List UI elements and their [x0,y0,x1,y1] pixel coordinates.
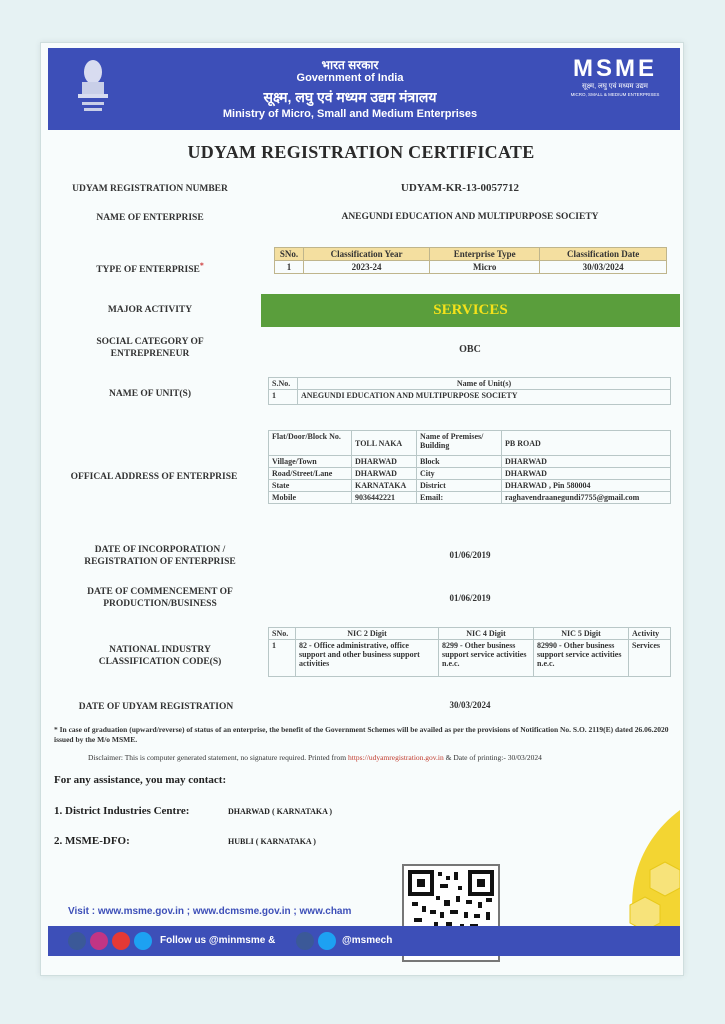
table-cell: 82990 - Other business support service activities n.e.c. [534,640,629,677]
table-cell: 30/03/2024 [540,261,667,274]
address-table [268,430,671,504]
units-label: NAME OF UNIT(S) [109,389,191,399]
table-header: Classification Date [540,248,667,261]
type-label [60,260,240,276]
table-cell: DHARWAD [352,456,417,468]
social-label-1: SOCIAL CATEGORY OF [96,337,204,347]
enterprise-name-value: ANEGUNDI EDUCATION AND MULTIPURPOSE SOCIETY [341,212,599,222]
hindi-ministry-text: सूक्ष्म, लघु एवं मध्यम उद्यम मंत्रालय [263,89,437,105]
email-link[interactable]: raghavendraanegundi7755@gmail.com [502,492,671,504]
table-header-row [269,628,671,640]
table-header: Classification Year [304,248,430,261]
disclaimer-link[interactable]: https://udyamregistration.gov.in [348,753,444,762]
major-activity-value: SERVICES [261,294,680,327]
table-cell: 9036442221 [352,492,417,504]
table-row [269,480,671,492]
table-cell: 8299 - Other business support service activities n.e.c. [439,640,534,677]
table-header: Enterprise Type [430,248,540,261]
table-cell: Micro [430,261,540,274]
table-header: S.No. [269,378,298,390]
commencement-label-1: DATE OF COMMENCEMENT OF [87,587,233,597]
follow-text: Follow us @minmsme & [160,935,276,946]
msme-logo [565,56,665,104]
commencement-value: 01/06/2019 [449,593,491,603]
table-row [269,492,671,504]
instagram-icon[interactable] [90,932,108,950]
table-cell: DHARWAD [502,468,671,480]
units-table [268,377,671,405]
table-cell: ANEGUNDI EDUCATION AND MULTIPURPOSE SOCIETY [298,390,671,405]
social-value: OBC [459,344,481,355]
social-label-2: ENTREPRENEUR [110,349,190,359]
table-header-row [269,378,671,390]
table-header: NIC 2 Digit [296,628,439,640]
table-cell: Email: [417,492,502,504]
table-cell: City [417,468,502,480]
facebook-icon[interactable] [296,932,314,950]
disclaimer-post: & Date of printing:- 30/03/2024 [445,753,542,762]
udyam-date-value: 30/03/2024 [449,700,491,710]
table-cell: 2023-24 [304,261,430,274]
disclaimer [88,753,678,762]
table-cell: Name of Premises/ Building [417,431,502,456]
table-cell: DHARWAD [352,468,417,480]
table-row [269,468,671,480]
table-header-row [275,248,667,261]
follow-text-2: @msmech [342,935,393,946]
table-cell: 1 [269,640,296,677]
assistance-heading: For any assistance, you may contact: [54,774,227,786]
classification-table [274,247,667,274]
type-label-text: TYPE OF ENTERPRISE [96,265,200,276]
commencement-label-2: PRODUCTION/BUSINESS [103,599,217,609]
incorporation-label-2: REGISTRATION OF ENTERPRISE [84,557,236,567]
table-header: NIC 5 Digit [534,628,629,640]
graduation-note: * In case of graduation (upward/reverse) of status of an enterprise, the benefit of the Government Schemes will be availed as per the provisions of Notification No. S.O. 2119(E) dated 26.06.2020 issued by the M/o MSME. [54,725,669,744]
social-icons [68,932,152,955]
table-cell: State [269,480,352,492]
address-label: OFFICAL ADDRESS OF ENTERPRISE [70,472,238,482]
table-cell: DHARWAD [502,456,671,468]
youtube-icon[interactable] [112,932,130,950]
nic-label-2: CLASSIFICATION CODE(S) [98,657,222,667]
reg-number-label: UDYAM REGISTRATION NUMBER [72,184,228,194]
incorporation-label-1: DATE OF INCORPORATION / [94,545,226,555]
udyam-date-label: DATE OF UDYAM REGISTRATION [78,702,234,712]
msme-logo-hindi: सूक्ष्म, लघु एवं मध्यम उद्यम [582,83,648,90]
table-cell: 1 [269,390,298,405]
table-cell: DHARWAD , Pin 580004 [502,480,671,492]
table-header: SNo. [275,248,304,261]
table-row [269,456,671,468]
table-cell: Flat/Door/Block No. [269,431,352,456]
gov-text: Government of India [296,72,404,84]
enterprise-name-label: NAME OF ENTERPRISE [96,213,204,223]
table-cell: Road/Street/Lane [269,468,352,480]
contact2-value: HUBLI ( KARNATAKA ) [228,837,316,846]
contact1-label: 1. District Industries Centre: [54,805,190,817]
msme-logo-sub: MICRO, SMALL & MEDIUM ENTERPRISES [570,92,660,97]
certificate-title: UDYAM REGISTRATION CERTIFICATE [187,142,535,162]
table-row [275,261,667,274]
contact2-label: 2. MSME-DFO: [54,835,130,847]
table-row [269,640,671,677]
twitter-icon[interactable] [318,932,336,950]
table-header: NIC 4 Digit [439,628,534,640]
twitter-icon[interactable] [134,932,152,950]
social-icons-2 [296,932,336,955]
reg-number-value: UDYAM-KR-13-0057712 [400,182,520,194]
table-row [269,390,671,405]
table-row [269,431,671,456]
table-header: Activity [629,628,671,640]
incorporation-value: 01/06/2019 [449,550,491,560]
national-emblem-icon [74,56,112,120]
table-cell: Village/Town [269,456,352,468]
facebook-icon[interactable] [68,932,86,950]
table-header: SNo. [269,628,296,640]
disclaimer-pre: Disclaimer: This is computer generated statement, no signature required. Printed from [88,753,347,762]
table-cell: Services [629,640,671,677]
table-cell: KARNATAKA [352,480,417,492]
table-cell: PB ROAD [502,431,671,456]
ministry-text: Ministry of Micro, Small and Medium Enterprises [222,108,478,120]
table-cell: 1 [275,261,304,274]
contact1-value: DHARWAD ( KARNATAKA ) [228,807,333,816]
table-cell: 82 - Office administrative, office support and other business support activities [296,640,439,677]
nic-table [268,627,671,677]
table-cell: Mobile [269,492,352,504]
major-activity-label: MAJOR ACTIVITY [107,305,193,315]
nic-label-1: NATIONAL INDUSTRY [109,645,211,655]
table-cell: District [417,480,502,492]
msme-logo-text: MSME [573,55,657,82]
hindi-gov-text: भारत सरकार [321,58,379,72]
visit-links[interactable]: Visit : www.msme.gov.in ; www.dcmsme.gov.in ; www.cham [68,906,352,917]
table-header: Name of Unit(s) [298,378,671,390]
table-cell: TOLL NAKA [352,431,417,456]
type-star: * [199,261,204,270]
table-cell: Block [417,456,502,468]
